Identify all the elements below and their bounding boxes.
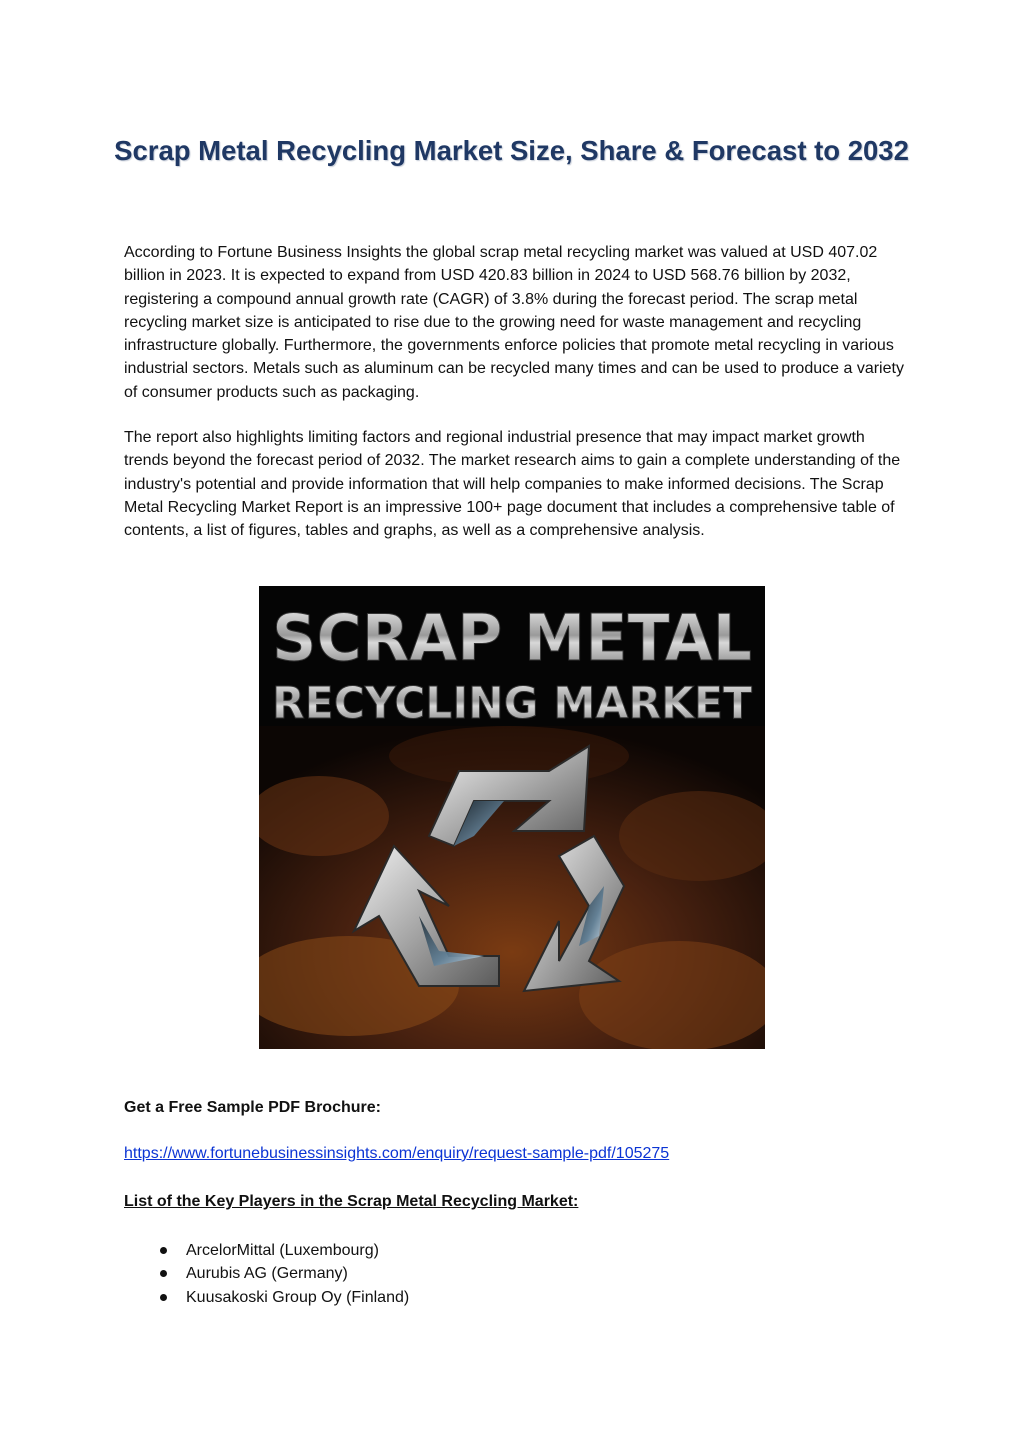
hero-title-line2: RECYCLING MARKET — [272, 678, 752, 729]
page-title: Scrap Metal Recycling Market Size, Share & Forecast to 2032 — [114, 135, 909, 166]
sample-pdf-link[interactable]: https://www.fortunebusinessinsights.com/enquiry/request-sample-pdf/105275 — [124, 1145, 670, 1162]
list-item — [160, 1239, 409, 1262]
player-name: ArcelorMittal (Luxembourg) — [186, 1242, 379, 1259]
bullet-icon — [160, 1247, 167, 1254]
bullet-icon — [160, 1294, 167, 1301]
list-item — [160, 1286, 409, 1309]
bullet-icon — [160, 1270, 167, 1277]
key-players-list — [160, 1239, 409, 1309]
player-name: Aurubis AG (Germany) — [186, 1265, 348, 1283]
brochure-label: Get a Free Sample PDF Brochure: — [124, 1099, 381, 1116]
player-name: Kuusakoski Group Oy (Finland) — [186, 1288, 410, 1306]
list-item — [160, 1262, 409, 1285]
intro-paragraph: According to Fortune Business Insights the global scrap metal recycling market was valued at USD 407.02 billion in 2023. It is expected to expand from USD 420.83 billion in 2024 to USD 568.76 billion by 2032, registering a compound annual growth rate (CAGR) of 3.8% during the forecast period. The scrap metal recycling market size is anticipated to rise due to the growing need for waste management and recycling infrastructure globally. Furthermore, the governments enforce policies that promote metal recycling in various industrial sectors. Metals such as aluminum can be recycled many times and can be used to produce a variety of consumer products such as packaging. — [124, 244, 904, 401]
report-paragraph: The report also highlights limiting factors and regional industrial presence that may impact market growth trends beyond the forecast period of 2032. The market research aims to gain a complete understanding of the industry's potential and provide information that will help companies to make informed decisions. The Scrap Metal Recycling Market Report is an impressive 100+ page document that includes a comprehensive table of contents, a list of figures, tables and graphs, as well as a comprehensive analysis. — [124, 429, 901, 540]
hero-title-line1: SCRAP METAL — [272, 602, 752, 676]
hero-image — [259, 586, 765, 1049]
key-players-heading: List of the Key Players in the Scrap Metal Recycling Market: — [124, 1193, 579, 1210]
